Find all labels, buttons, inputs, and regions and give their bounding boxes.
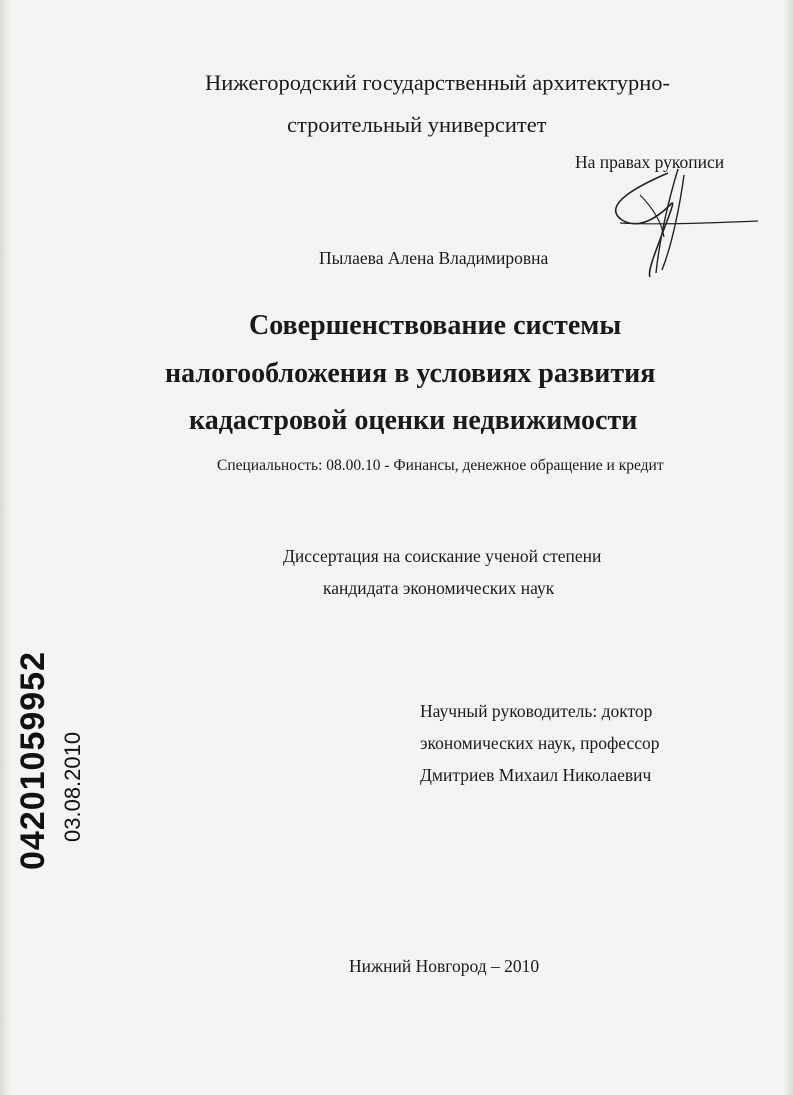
title-line-3: кадастровой оценки недвижимости [189,405,638,436]
dissertation-degree-line-2: кандидата экономических наук [323,578,555,598]
supervisor-line-2: экономических наук, профессор [420,733,660,753]
specialty-line: Специальность: 08.00.10 - Финансы, денежное обращение и кредит [217,457,664,474]
library-stamp-code: 04201059952 [14,650,52,870]
library-stamp [14,610,104,870]
handwritten-signature-icon [600,165,760,280]
library-stamp-date: 03.08.2010 [60,731,85,842]
supervisor-line-1: Научный руководитель: доктор [420,701,653,721]
author-name: Пылаева Алена Владимировна [319,248,549,268]
title-line-2: налогообложения в условиях развития [165,358,656,389]
scan-edge-right [783,0,793,1095]
supervisor-line-3: Дмитриев Михаил Николаевич [420,765,652,785]
scan-edge-left [0,0,10,1095]
university-name-line-1: Нижегородский государственный архитектурно- [205,70,671,95]
city-year: Нижний Новгород – 2010 [349,956,540,976]
title-line-1: Совершенствование системы [249,310,622,341]
university-name-line-2: строительный университет [287,112,547,137]
manuscript-rights-note: На правах рукописи [575,152,725,172]
dissertation-degree-line-1: Диссертация на соискание ученой степени [283,546,602,566]
